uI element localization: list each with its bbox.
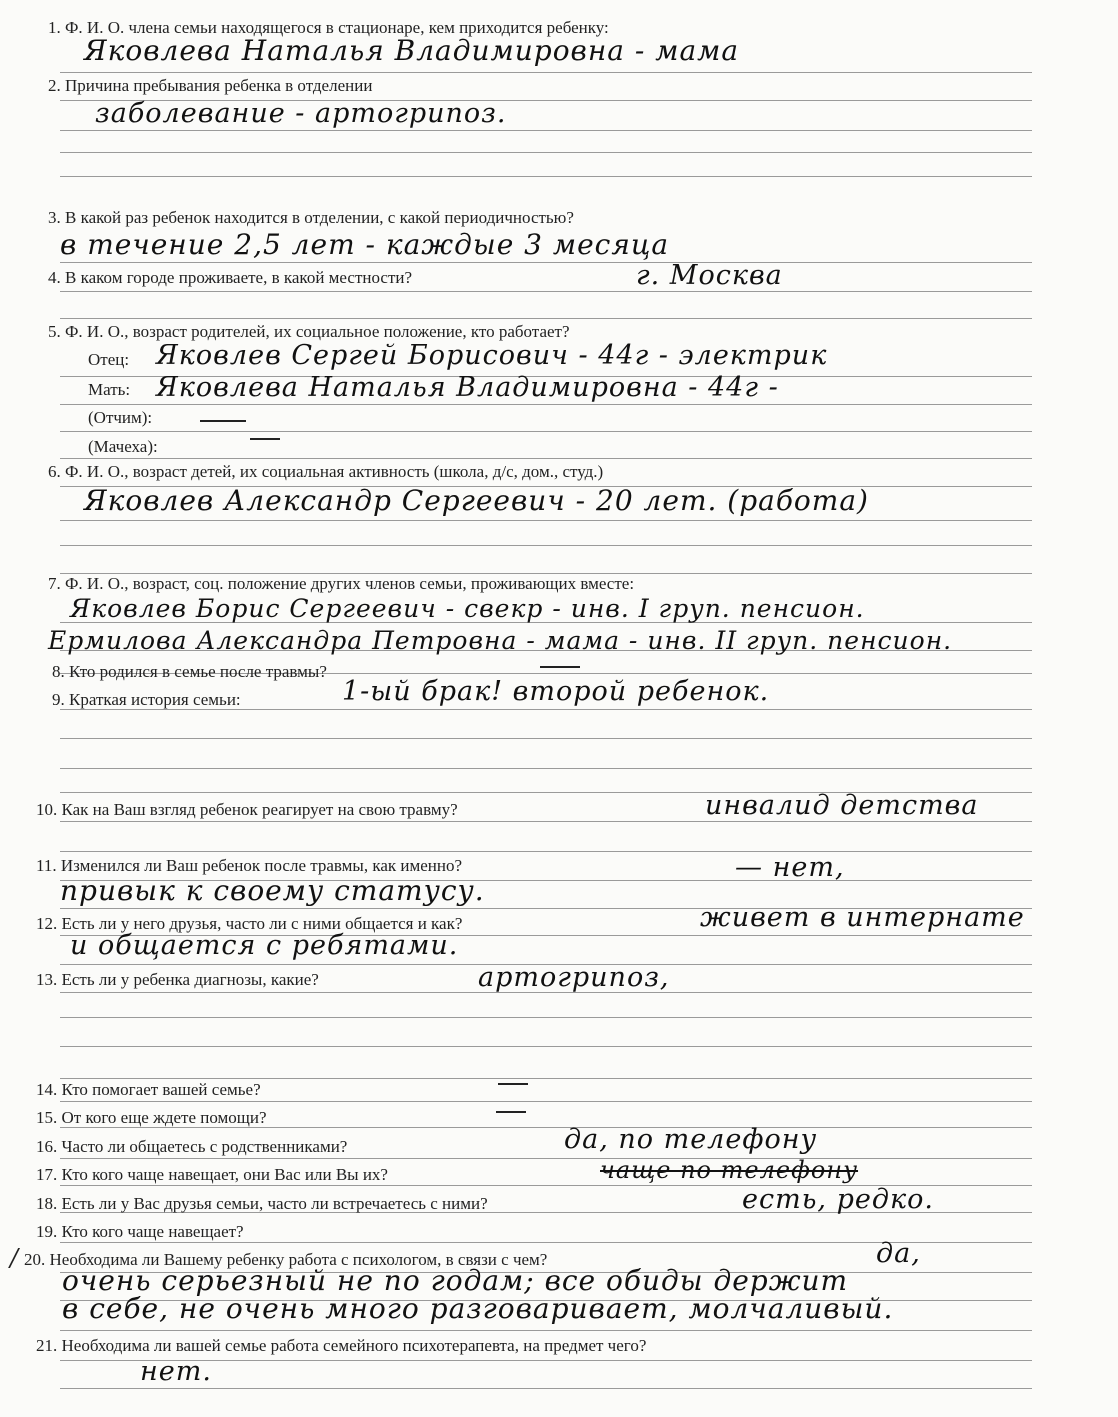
answer-20-line-1: да, bbox=[876, 1238, 921, 1269]
question-number: 11. bbox=[36, 856, 57, 875]
question-21 bbox=[36, 1336, 646, 1356]
answer-20-line-3: в себе, не очень много разговаривает, молчаливый. bbox=[62, 1292, 894, 1325]
question-10 bbox=[36, 800, 458, 820]
question-19 bbox=[36, 1222, 244, 1242]
question-number: 14. bbox=[36, 1080, 58, 1099]
mother-label: Мать: bbox=[88, 380, 131, 399]
question-6 bbox=[48, 462, 603, 482]
question-11 bbox=[36, 856, 462, 876]
question-number: 16. bbox=[36, 1137, 58, 1156]
answer-9: 1-ый брак! второй ребенок. bbox=[342, 676, 770, 707]
question-text: Ф. И. О., возраст детей, их социальная активность (школа, д/с, дом., студ.) bbox=[65, 462, 604, 481]
answer-17-crossed-out: чаще по телефону bbox=[600, 1156, 859, 1184]
question-text: Как на Ваш взгляд ребенок реагирует на свою травму? bbox=[61, 800, 458, 819]
question-5 bbox=[48, 322, 570, 342]
answer-12-line-2: и общается с ребятами. bbox=[70, 930, 459, 961]
answer-7-line-2: Ермилова Александра Петровна - мама - инв. II груп. пенсион. bbox=[48, 626, 953, 655]
question-text: Кто кого чаще навещает, они Вас или Вы их? bbox=[61, 1165, 388, 1184]
answer-15-dash bbox=[496, 1111, 526, 1113]
question-number: 21. bbox=[36, 1336, 58, 1355]
question-9 bbox=[52, 690, 241, 710]
question-number: 2. bbox=[48, 76, 61, 95]
question-number: 20. bbox=[24, 1250, 46, 1269]
answer-10: инвалид детства bbox=[705, 790, 979, 821]
question-text: Ф. И. О. члена семьи находящегося в стационаре, кем приходится ребенку: bbox=[65, 18, 609, 37]
question-text: Кто родился в семье после травмы? bbox=[69, 662, 327, 681]
question-7 bbox=[48, 574, 634, 594]
question-text: Есть ли у Вас друзья семьи, часто ли встречаетесь с ними? bbox=[61, 1194, 488, 1213]
answer-21: нет. bbox=[140, 1356, 212, 1387]
answer-4: г. Москва bbox=[636, 260, 783, 291]
stepmother-label: (Мачеха): bbox=[88, 437, 158, 456]
answer-18: есть, редко. bbox=[742, 1184, 934, 1215]
answer-20-line-2: очень серьезный не по годам; все обиды держит bbox=[62, 1264, 849, 1297]
answer-16: да, по телефону bbox=[564, 1124, 818, 1155]
question-number: 12. bbox=[36, 914, 58, 933]
question-text: Ф. И. О., возраст, соц. положение других членов семьи, проживающих вместе: bbox=[65, 574, 635, 593]
question-text: Необходима ли вашей семье работа семейного психотерапевта, на предмет чего? bbox=[61, 1336, 647, 1355]
question-number: 10. bbox=[36, 800, 58, 819]
answer-14-dash bbox=[498, 1083, 528, 1085]
question-3 bbox=[48, 208, 574, 228]
answer-6: Яковлев Александр Сергеевич - 20 лет. (работа) bbox=[84, 484, 869, 517]
question-text: В какой раз ребенок находится в отделении, с какой периодичностью? bbox=[65, 208, 574, 227]
question-number: 4. bbox=[48, 268, 61, 287]
question-number: 3. bbox=[48, 208, 61, 227]
question-number: 6. bbox=[48, 462, 61, 481]
answer-1: Яковлева Наталья Владимировна - мама bbox=[84, 34, 740, 67]
answer-8-dash bbox=[540, 666, 580, 668]
question-text: Кто кого чаще навещает? bbox=[61, 1222, 244, 1241]
question-number: 9. bbox=[52, 690, 65, 709]
question-18 bbox=[36, 1194, 488, 1214]
question-text: В каком городе проживаете, в какой местности? bbox=[65, 268, 413, 287]
question-number: 13. bbox=[36, 970, 58, 989]
answer-11-line-1: — нет, bbox=[735, 852, 845, 883]
check-mark: / bbox=[10, 1244, 19, 1272]
question-number: 7. bbox=[48, 574, 61, 593]
answer-13: артогрипоз, bbox=[478, 962, 670, 993]
father-answer: Яковлев Сергей Борисович - 44г - электрик bbox=[156, 340, 828, 371]
question-text: Кто помогает вашей семье? bbox=[61, 1080, 261, 1099]
question-text: Изменился ли Ваш ребенок после травмы, как именно? bbox=[60, 856, 463, 875]
question-number: 15. bbox=[36, 1108, 58, 1127]
father-label: Отец: bbox=[88, 350, 130, 369]
question-number: 18. bbox=[36, 1194, 58, 1213]
stepfather-label: (Отчим): bbox=[88, 408, 153, 427]
question-4 bbox=[48, 268, 412, 288]
question-16 bbox=[36, 1137, 347, 1157]
question-text: Необходима ли Вашему ребенку работа с психологом, в связи с чем? bbox=[49, 1250, 548, 1269]
mother-answer: Яковлева Наталья Владимировна - 44г - bbox=[156, 372, 779, 403]
question-number: 5. bbox=[48, 322, 61, 341]
answer-2: заболевание - артогрипоз. bbox=[95, 98, 507, 129]
question-text: От кого еще ждете помощи? bbox=[61, 1108, 267, 1127]
question-17 bbox=[36, 1165, 388, 1185]
question-number: 19. bbox=[36, 1222, 58, 1241]
question-8 bbox=[52, 662, 327, 682]
question-text: Ф. И. О., возраст родителей, их социальное положение, кто работает? bbox=[65, 322, 570, 341]
question-15 bbox=[36, 1108, 267, 1128]
question-number: 1. bbox=[48, 18, 61, 37]
answer-11-line-2: привык к своему статусу. bbox=[60, 874, 485, 907]
question-13 bbox=[36, 970, 319, 990]
stepmother-dash bbox=[250, 438, 280, 440]
answer-7-line-1: Яковлев Борис Сергеевич - свекр - инв. I груп. пенсион. bbox=[70, 594, 865, 623]
question-number: 17. bbox=[36, 1165, 58, 1184]
answer-12-line-1: живет в интернате bbox=[700, 902, 1025, 933]
question-text: Есть ли у него друзья, часто ли с ними общается и как? bbox=[61, 914, 463, 933]
question-number: 8. bbox=[52, 662, 65, 681]
question-text: Причина пребывания ребенка в отделении bbox=[65, 76, 373, 95]
question-text: Краткая история семьи: bbox=[69, 690, 241, 709]
question-2 bbox=[48, 76, 372, 96]
answer-3: в течение 2,5 лет - каждые 3 месяца bbox=[60, 228, 670, 261]
question-text: Часто ли общаетесь с родственниками? bbox=[61, 1137, 348, 1156]
stepfather-dash bbox=[200, 420, 246, 422]
question-text: Есть ли у ребенка диагнозы, какие? bbox=[61, 970, 319, 989]
question-14 bbox=[36, 1080, 261, 1100]
